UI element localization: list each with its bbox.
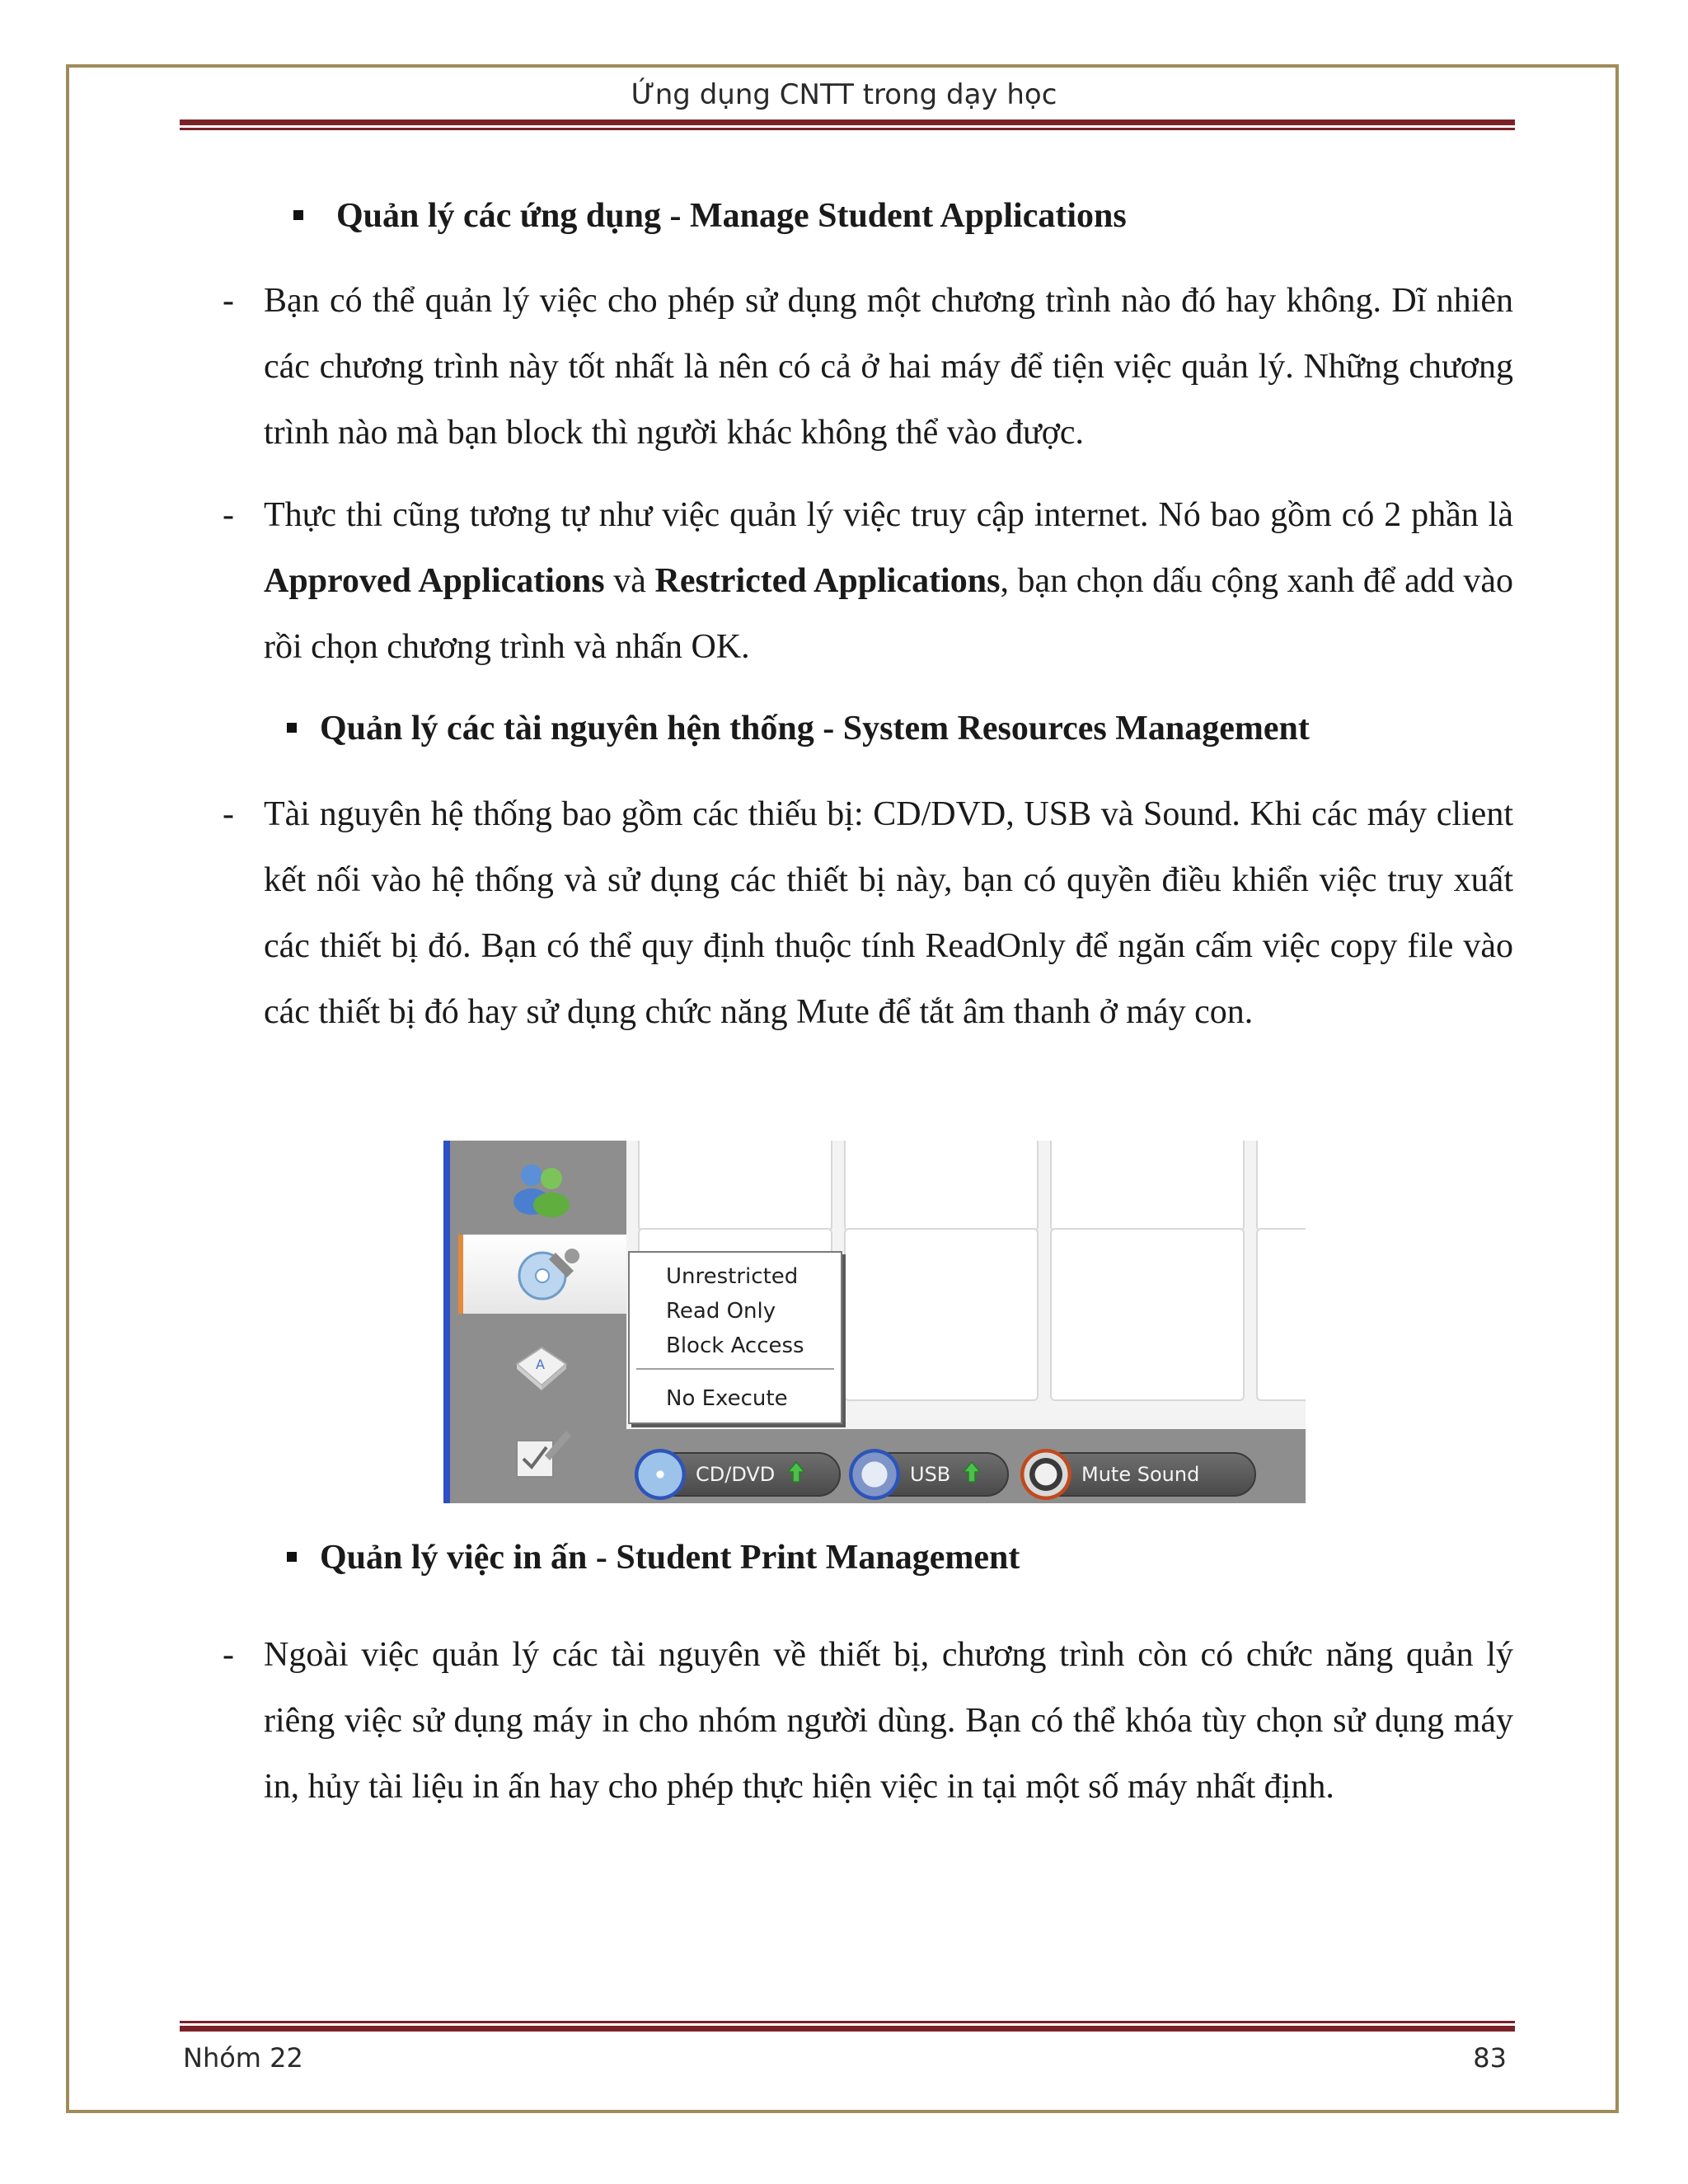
section-heading: Quản lý các ứng dụng - Manage Student Applications bbox=[293, 196, 1127, 236]
menu-item-unrestricted[interactable]: Unrestricted bbox=[666, 1264, 799, 1289]
client-tile[interactable] bbox=[844, 1228, 1039, 1401]
footer-group: Nhóm 22 bbox=[183, 2042, 303, 2074]
device-access-menu bbox=[628, 1251, 842, 1424]
menu-item-no-execute[interactable]: No Execute bbox=[666, 1386, 788, 1411]
arrow-up-icon bbox=[962, 1460, 982, 1488]
menu-separator bbox=[636, 1368, 834, 1370]
header-rule bbox=[180, 120, 1515, 130]
usb-label: USB bbox=[910, 1463, 951, 1486]
client-tile[interactable] bbox=[638, 1141, 832, 1231]
square-bullet-icon bbox=[287, 1552, 297, 1562]
client-tile[interactable] bbox=[1256, 1141, 1306, 1231]
client-tile[interactable] bbox=[844, 1141, 1039, 1231]
mute-sound-label: Mute Sound bbox=[1081, 1463, 1200, 1486]
cd-dvd-label: CD/DVD bbox=[696, 1463, 776, 1486]
window-edge bbox=[443, 1141, 450, 1503]
usb-control[interactable] bbox=[851, 1452, 1009, 1497]
paragraph: - Bạn có thể quản lý việc cho phép sử dụng một chương trình nào đó hay không. Dĩ nhiên các chương trình này tốt nhất là nên có cả ở hai máy để tiện việc quản lý. Những chương trình nào mà bạn block thì người khác không thể vào được. bbox=[223, 282, 1513, 452]
mute-sound-control[interactable] bbox=[1022, 1452, 1256, 1497]
client-tile[interactable] bbox=[1256, 1228, 1306, 1401]
keyboard-key-icon[interactable] bbox=[457, 1327, 626, 1406]
users-icon[interactable] bbox=[457, 1149, 626, 1228]
paragraph: - Tài nguyên hệ thống bao gồm các thiếu bị: CD/DVD, USB và Sound. Khi các máy client kết nối vào hệ thống và sử dụng các thiết bị này, bạn có quyền điều khiển việc truy xuất các thiết bị đó. Bạn có thể quy định thuộc tính ReadOnly để ngăn cấm việc copy file vào các thiết bị đó hay sử dụng chức năng Mute để tắt âm thanh ở máy con. bbox=[223, 795, 1513, 1031]
square-bullet-icon bbox=[293, 210, 303, 220]
paragraph: - Thực thi cũng tương tự như việc quản lý việc truy cập internet. Nó bao gồm có 2 phần là Approved Applications và Restricted Applications, bạn chọn dấu cộng xanh để add vào rồi chọn chương trình và nhấn OK. bbox=[223, 496, 1513, 666]
arrow-up-icon bbox=[786, 1460, 806, 1488]
client-tile[interactable] bbox=[1050, 1141, 1245, 1231]
client-tile[interactable] bbox=[1050, 1228, 1245, 1401]
speaker-icon bbox=[1020, 1449, 1071, 1500]
menu-item-block-access[interactable]: Block Access bbox=[666, 1333, 804, 1358]
menu-item-read-only[interactable]: Read Only bbox=[666, 1299, 776, 1324]
cd-dvd-control[interactable] bbox=[636, 1452, 841, 1497]
section-heading: Quản lý việc in ấn - Student Print Management bbox=[287, 1538, 1020, 1577]
svg-text:A: A bbox=[536, 1357, 545, 1372]
cd-settings-icon[interactable] bbox=[458, 1235, 631, 1314]
checklist-icon[interactable] bbox=[457, 1413, 626, 1492]
usb-icon bbox=[849, 1449, 900, 1500]
screenshot-figure bbox=[443, 1141, 1306, 1503]
square-bullet-icon bbox=[287, 723, 297, 733]
section-heading: Quản lý các tài nguyên hện thống - System Resources Management bbox=[287, 709, 1310, 748]
paragraph: - Ngoài việc quản lý các tài nguyên về thiết bị, chương trình còn có chức năng quản lý riêng việc sử dụng máy in cho nhóm người dùng. Bạn có thể khóa tùy chọn sử dụng máy in, hủy tài liệu in ấn hay cho phép thực hiện việc in tại một số máy nhất định. bbox=[223, 1636, 1513, 1806]
page-header-title: Ứng dụng CNTT trong dạy học bbox=[631, 78, 1057, 111]
page-number: 83 bbox=[1473, 2042, 1507, 2074]
footer-rule bbox=[180, 2021, 1515, 2032]
cd-icon bbox=[635, 1449, 686, 1500]
